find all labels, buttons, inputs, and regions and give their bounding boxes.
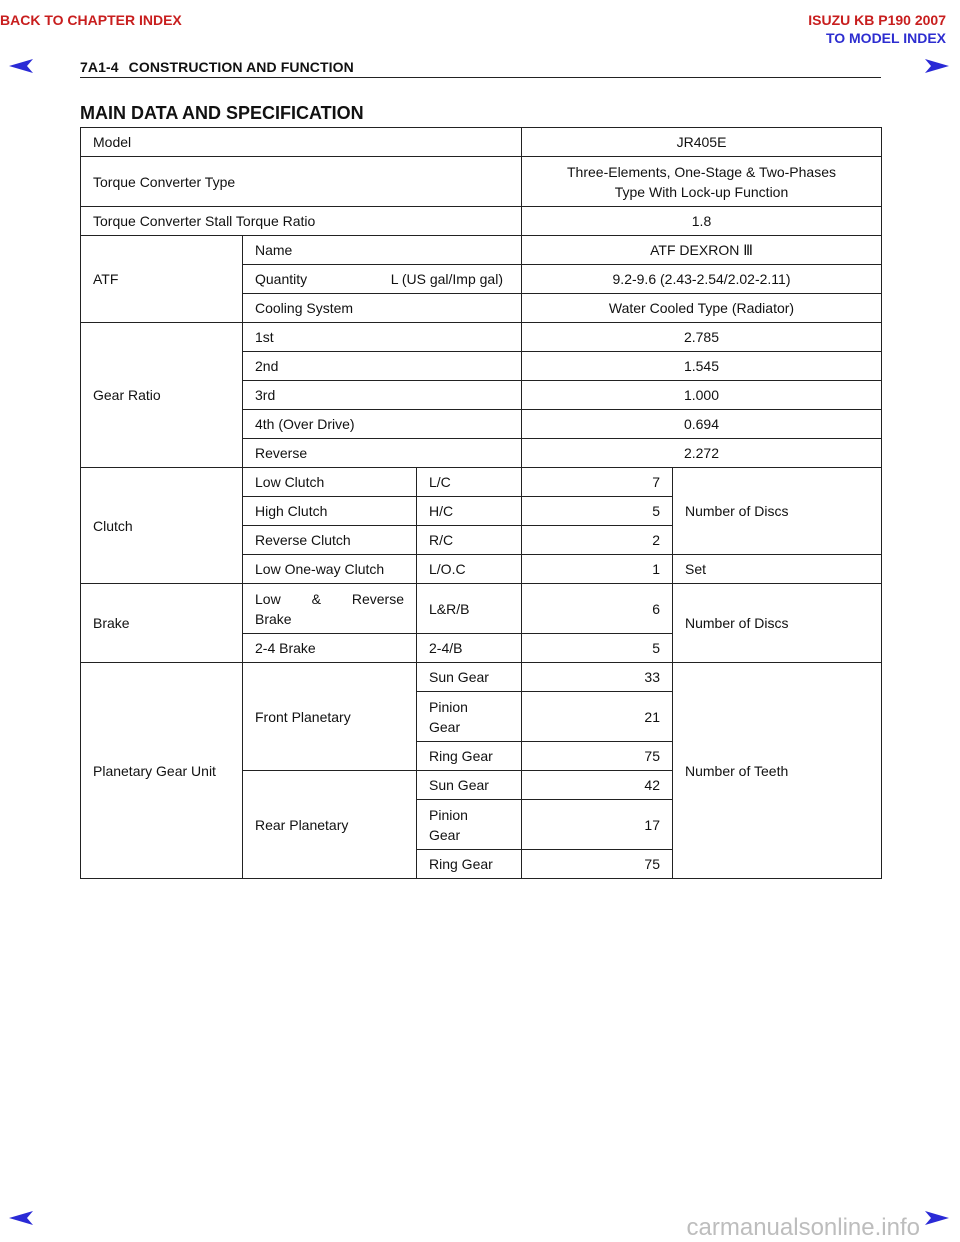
gear-name: Reverse: [243, 439, 522, 468]
front-planetary-label: Front Planetary: [243, 663, 417, 771]
table-row: [81, 663, 882, 692]
brake-label: Brake: [81, 584, 243, 663]
gear-name: 4th (Over Drive): [243, 410, 522, 439]
brake-code: L&R/B: [417, 584, 522, 634]
planetary-part-line: Gear: [429, 826, 461, 843]
atf-cooling-value: Water Cooled Type (Radiator): [522, 294, 882, 323]
right-arrow-icon[interactable]: [924, 1210, 950, 1226]
clutch-name: Low One-way Clutch: [243, 555, 417, 584]
planetary-teeth: 21: [522, 692, 673, 742]
rear-planetary-label: Rear Planetary: [243, 771, 417, 879]
brake-name: [243, 584, 417, 634]
watermark: carmanualsonline.info: [686, 1214, 920, 1241]
clutch-discs-note: Number of Discs: [673, 468, 882, 555]
clutch-set-note: Set: [673, 555, 882, 584]
left-arrow-icon[interactable]: [8, 58, 34, 74]
gear-ratio-value: 0.694: [522, 410, 882, 439]
planetary-part: Ring Gear: [417, 742, 522, 771]
gear-ratio-value: 1.545: [522, 352, 882, 381]
planetary-part-line: Gear: [429, 718, 461, 735]
model-label: Model: [81, 128, 522, 157]
gear-ratio-value: 1.000: [522, 381, 882, 410]
planetary-label: Planetary Gear Unit: [81, 663, 243, 879]
page-title: MAIN DATA AND SPECIFICATION: [80, 103, 364, 123]
brake-name: 2-4 Brake: [243, 634, 417, 663]
planetary-part: Sun Gear: [417, 771, 522, 800]
page-header: [80, 59, 354, 75]
atf-quantity-label: Quantity: [255, 271, 308, 287]
clutch-disc-count: 5: [522, 497, 673, 526]
table-row: [81, 157, 882, 207]
clutch-name: Low Clutch: [243, 468, 417, 497]
atf-label: ATF: [81, 236, 243, 323]
clutch-code: R/C: [417, 526, 522, 555]
planetary-teeth: 42: [522, 771, 673, 800]
atf-name-label: Name: [243, 236, 522, 265]
table-row: [81, 207, 882, 236]
clutch-name: Reverse Clutch: [243, 526, 417, 555]
clutch-label: Clutch: [81, 468, 243, 584]
clutch-code: L/C: [417, 468, 522, 497]
brake-name-part: &: [311, 590, 321, 607]
planetary-part-line: Pinion: [429, 698, 468, 715]
atf-name-value: ATF DEXRON Ⅲ: [522, 236, 882, 265]
table-row: [81, 468, 882, 497]
brake-disc-count: 6: [522, 584, 673, 634]
brake-name-part: Low: [255, 590, 281, 607]
brake-discs-note: Number of Discs: [673, 584, 882, 663]
brake-name-part: Reverse: [351, 590, 404, 607]
left-arrow-icon[interactable]: [8, 1210, 34, 1226]
page-ref: 7A1-4: [80, 59, 119, 75]
table-row: [81, 323, 882, 352]
tc-type-value: [522, 157, 882, 207]
planetary-teeth: 17: [522, 800, 673, 850]
manual-title-link[interactable]: ISUZU KB P190 2007: [808, 12, 946, 28]
gear-name: 2nd: [243, 352, 522, 381]
tc-type-label: Torque Converter Type: [81, 157, 522, 207]
planetary-part: Ring Gear: [417, 850, 522, 879]
brake-code: 2-4/B: [417, 634, 522, 663]
planetary-teeth: 75: [522, 850, 673, 879]
planetary-part: [417, 692, 522, 742]
model-value: JR405E: [522, 128, 882, 157]
planetary-teeth: 75: [522, 742, 673, 771]
gear-ratio-value: 2.272: [522, 439, 882, 468]
clutch-name: High Clutch: [243, 497, 417, 526]
clutch-code: H/C: [417, 497, 522, 526]
clutch-disc-count: 7: [522, 468, 673, 497]
clutch-code: L/O.C: [417, 555, 522, 584]
gear-ratio-label: Gear Ratio: [81, 323, 243, 468]
atf-quantity-cell: [243, 265, 522, 294]
brake-name-part: Brake: [255, 610, 292, 627]
planetary-part: [417, 800, 522, 850]
table-row: [81, 128, 882, 157]
atf-quantity-value: 9.2-9.6 (2.43-2.54/2.02-2.11): [522, 265, 882, 294]
back-to-chapter-index-link[interactable]: BACK TO CHAPTER INDEX: [0, 12, 182, 28]
gear-name: 1st: [243, 323, 522, 352]
planetary-part: Sun Gear: [417, 663, 522, 692]
tc-type-value-line-2: Type With Lock-up Function: [614, 183, 789, 200]
tc-type-value-line-1: Three-Elements, One-Stage & Two-Phases: [567, 163, 836, 180]
table-row: [81, 236, 882, 265]
atf-quantity-unit: L (US gal/Imp gal): [390, 271, 503, 287]
table-row: [81, 584, 882, 634]
gear-ratio-value: 2.785: [522, 323, 882, 352]
right-arrow-icon[interactable]: [924, 58, 950, 74]
stall-ratio-label: Torque Converter Stall Torque Ratio: [81, 207, 522, 236]
stall-ratio-value: 1.8: [522, 207, 882, 236]
gear-name: 3rd: [243, 381, 522, 410]
spec-table: [80, 127, 882, 879]
brake-disc-count: 5: [522, 634, 673, 663]
atf-cooling-label: Cooling System: [243, 294, 522, 323]
planetary-teeth-note: Number of Teeth: [673, 663, 882, 879]
clutch-set-count: 1: [522, 555, 673, 584]
to-model-index-link[interactable]: TO MODEL INDEX: [825, 30, 946, 46]
planetary-teeth: 33: [522, 663, 673, 692]
planetary-part-line: Pinion: [429, 806, 468, 823]
section-name: CONSTRUCTION AND FUNCTION: [128, 59, 354, 75]
clutch-disc-count: 2: [522, 526, 673, 555]
header-divider: [80, 77, 881, 78]
